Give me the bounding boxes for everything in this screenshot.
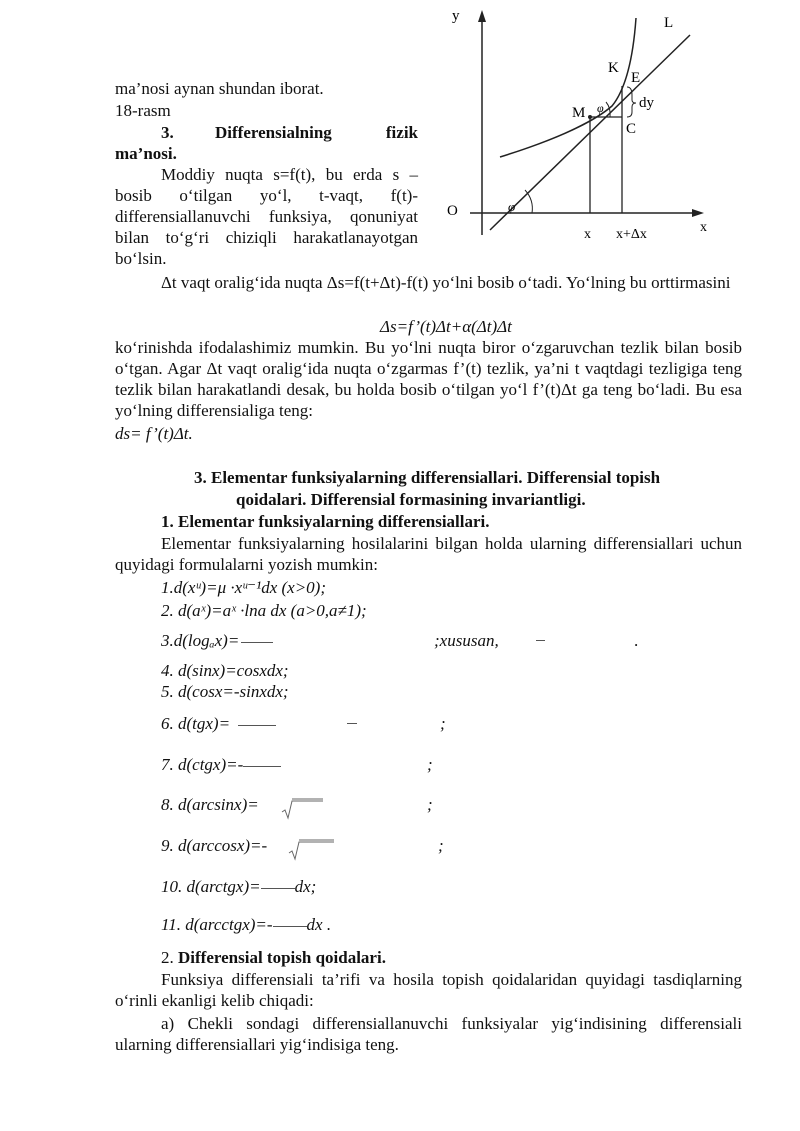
label-origin: O <box>447 203 458 219</box>
section-title-line1: 3. Elementar funksiyalarning differensiallari. Differensial topish <box>194 468 661 487</box>
formula-7: 7. d(ctgx)=- <box>161 754 283 775</box>
rules-intro: Funksiya differensiali ta’rifi va hosila topish qoidalaridan quyidagi tasdiqlarning o‘rinli ekanligi kelib chiqadi: <box>115 970 742 1010</box>
label-M: M <box>572 105 586 121</box>
heading-line2: ma’nosi. <box>115 144 177 163</box>
label-tick-x: x <box>584 227 591 242</box>
formula-5: 5. d(cosx=-sinxdx; <box>161 682 289 701</box>
formula-10: 10. d(arctgx)= dx; <box>161 877 317 896</box>
formula-7-end: ; <box>427 755 433 774</box>
body-paragraph-1: Δt vaqt oralig‘ida nuqta Δs=f(t+Δt)-f(t) yo‘lni bosib o‘tadi. Yo‘lning bu orttirmasini <box>161 273 731 292</box>
section-intro: Elementar funksiyalarning hosilalarini bilgan holda ularning differensiallari uchun quyidagi formulalarni yozish mumkin: <box>115 534 742 574</box>
formula-6: 6. d(tgx)= <box>161 713 278 734</box>
formula-6-end: ; <box>440 714 446 733</box>
fraction-bar <box>243 766 281 767</box>
formula-9: 9. d(arccosx)=- <box>161 836 268 855</box>
function-curve <box>500 18 636 157</box>
top-line-1: ma’nosi aynan shundan iborat. <box>115 79 324 98</box>
formula-11: 11. d(arcctgx)=- dx . <box>161 915 332 934</box>
fraction-bar-small <box>536 640 545 641</box>
label-phi-top: φ <box>597 101 604 115</box>
heading-word2: fizik <box>385 123 418 142</box>
label-y: y <box>452 8 460 24</box>
heading-word1: Differensialning <box>215 123 332 142</box>
fraction-bar <box>241 642 273 643</box>
section-title-line2: qoidalari. Differensial formasining invariantligi. <box>236 490 586 509</box>
subsection-2-title: 2. Differensial topish qoidalari. <box>161 948 386 967</box>
figure-caption: 18-rasm <box>115 101 171 120</box>
formula-9-end: ; <box>438 836 444 855</box>
heading-num: 3. <box>161 123 174 142</box>
formula-1: 1.d(xᵘ)=μ ·xᵘ⁻¹dx (x>0); <box>161 578 326 597</box>
formula-ds: ds= f’(t)Δt. <box>115 424 193 443</box>
body-paragraph-2: ko‘rinishda ifodalashimiz mumkin. Bu yo‘lni nuqta biror o‘zgaruvchan tezlik bilan bosib o‘tgan. Agar Δt vaqt oralig‘ida nuqta o‘zgarmas f’(t) tezlik, ya’ni t vaqtdagi tezligiga teng tezlik bilan harakatlandi desak, bu holda bosib o‘tilgan yo‘l f’(t)Δt ga teng bo‘ladi. Bu esa yo‘lning differensialiga teng: <box>115 338 742 420</box>
subsection-1-title: 1. Elementar funksiyalarning differensiallari. <box>161 512 490 531</box>
formula-3: 3.d(logₐx)= <box>161 630 275 651</box>
fraction-bar <box>261 888 295 889</box>
formula-2: 2. d(aˣ)=aˣ ·lna dx (a>0,a≠1); <box>161 601 367 620</box>
tangent-figure <box>440 0 730 250</box>
fraction-bar <box>238 725 276 726</box>
label-C: C <box>626 121 637 137</box>
label-phi-bottom: φ <box>508 199 516 214</box>
top-paragraph: Moddiy nuqta s=f(t), bu erda s – bosib o‘tilgan yo‘l, t-vaqt, f(t)-differensiallanuvchi funksiya, qonuniyat bilan to‘g‘ri chiziqli harakatlanayotgan bo‘lsin. <box>115 165 418 268</box>
formula-delta-s: Δs=f’(t)Δt+α(Δt)Δt <box>380 317 512 336</box>
formula-8-end: ; <box>427 795 433 814</box>
fraction-bar-small <box>347 723 357 724</box>
label-K: K <box>608 60 619 76</box>
label-dy: dy <box>639 95 654 111</box>
formula-4: 4. d(sinx)=cosxdx; <box>161 661 289 680</box>
formula-8: 8. d(arcsinx)= <box>161 795 259 814</box>
label-L: L <box>664 15 674 31</box>
label-tick-x-dx: x+Δx <box>616 227 647 242</box>
fraction-bar <box>273 926 307 927</box>
label-E: E <box>631 70 641 86</box>
formula-3-xususan: ;xususan, <box>434 631 499 650</box>
formula-3-end: . <box>634 631 639 650</box>
rule-a: a) Chekli sondagi differensiallanuvchi funksiyalar yig‘indisining differensiali ularning differensiallari yig‘indisiga teng. <box>115 1014 742 1054</box>
label-x-axis: x <box>700 220 707 235</box>
